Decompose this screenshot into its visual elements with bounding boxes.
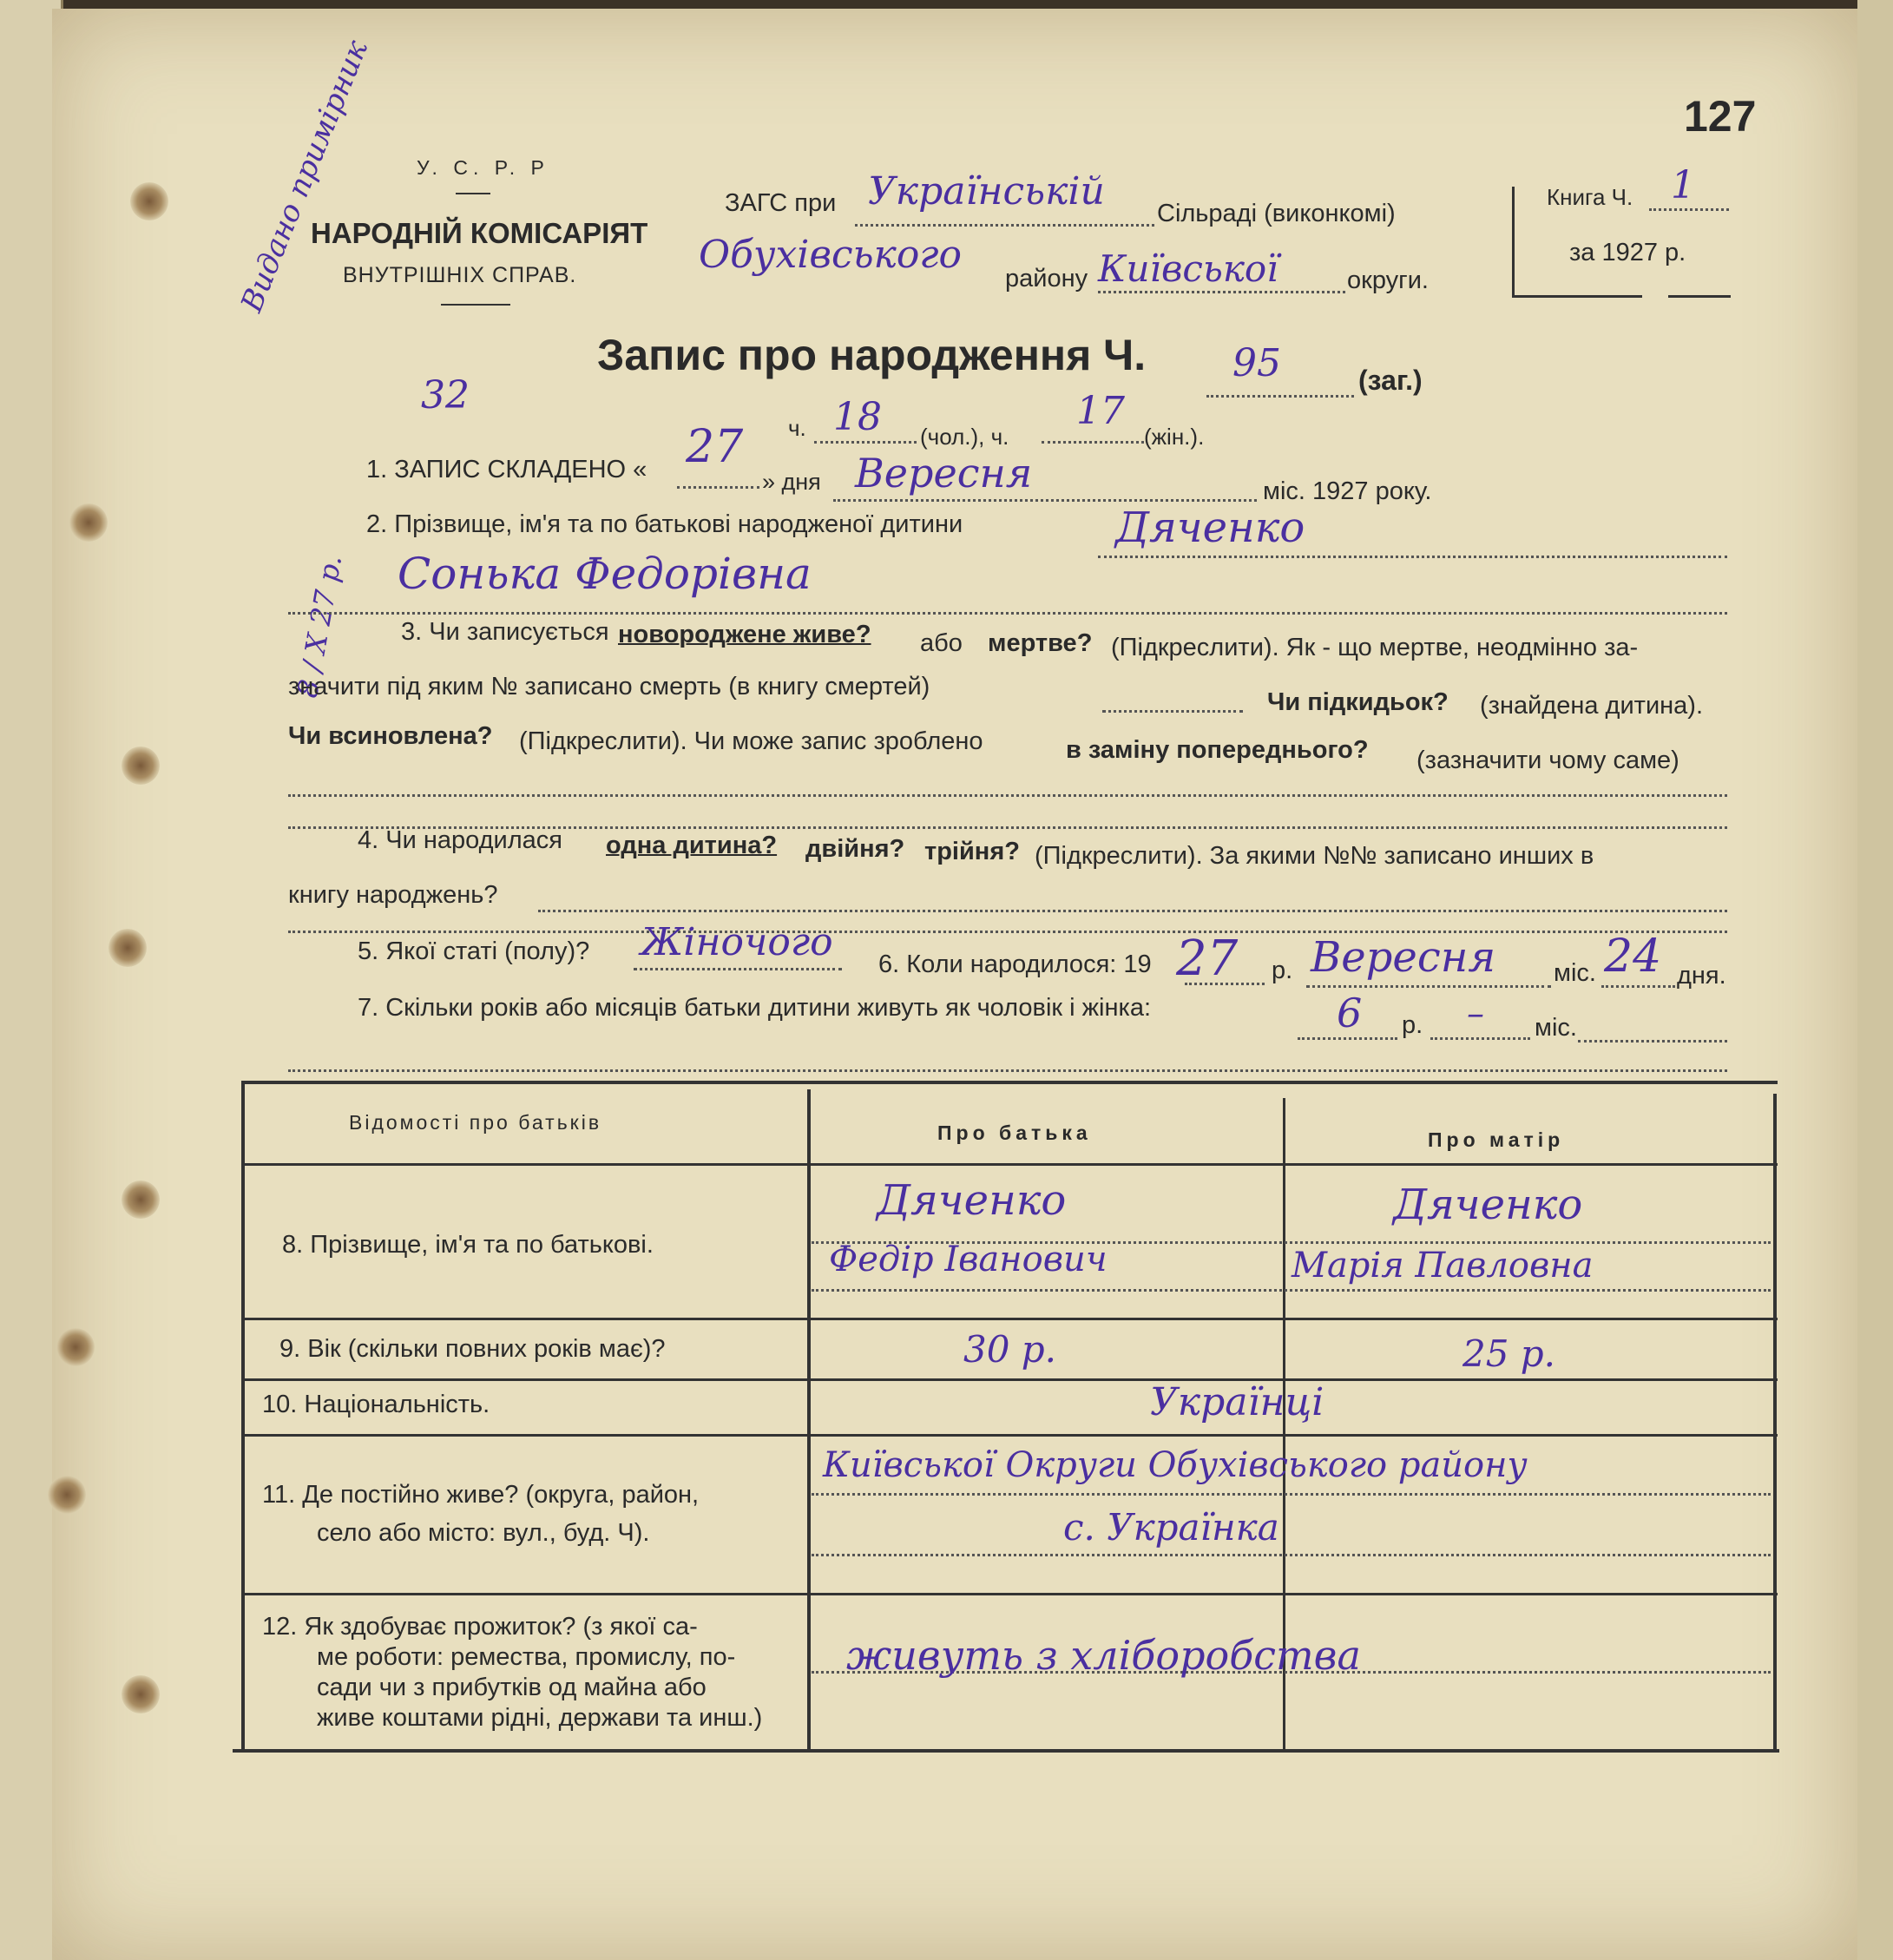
option-triplets: трійня? [924,838,1020,865]
title-ch: ч. [788,415,806,441]
district-handwritten: Обухівського [699,233,963,277]
residence-handwritten-line1: Київської Округи Обухівського району [823,1445,1528,1485]
table-row-border [241,1163,1778,1166]
fill-line [812,1493,1771,1496]
row8-label: 8. Прізвище, ім'я та по батькові. [282,1231,654,1259]
fill-line [1298,1037,1397,1040]
republic-label: У. С. Р. Р [417,156,549,179]
fill-line [288,794,1727,797]
fill-line [288,1069,1727,1072]
margin-date: 8 / X 27 р. [291,552,349,700]
binding-hole [122,1181,160,1219]
binding-hole [130,182,168,220]
option-dead: мертве? [988,629,1093,657]
binding-hole [56,1328,95,1366]
item7-r: р. [1402,1011,1423,1039]
item3-line1-b: або [920,629,963,657]
district-label: району [1005,265,1088,293]
fill-line [1430,1037,1530,1040]
father-age-handwritten: 30 р. [963,1328,1057,1371]
okrug-handwritten: Київської [1098,247,1278,290]
row9-label: 9. Вік (скільки повних років має)? [279,1335,666,1363]
nationality-handwritten: Українці [1150,1380,1324,1424]
father-name-handwritten: Федір Іванович [829,1240,1108,1279]
item6-text: 6. Коли народилося: 19 [878,950,1152,978]
birth-year-handwritten: 27 [1176,931,1239,987]
item7-mis: міс. [1535,1014,1577,1042]
option-adopted: Чи всиновлена? [288,722,493,750]
child-sex-handwritten: Жіночого [641,920,833,964]
fill-line [1649,208,1729,211]
option-twins: двійня? [805,835,905,863]
item3-line1-c: (Підкреслити). Як - що мертве, неодмінно за- [1111,634,1639,661]
male-label: (чол.), ч. [920,424,1009,450]
item3-line2-b: (знайдена дитина). [1480,692,1704,720]
mother-surname-handwritten: Дяченко [1393,1181,1583,1229]
item4-line1-b: (Підкреслити). За якими №№ записано инших в [1035,842,1594,870]
months-together-handwritten: – [1467,994,1484,1034]
binding-hole [122,747,160,785]
option-one-child-underlined: одна дитина? [606,832,778,859]
record-number-handwritten: 95 [1232,341,1281,385]
item4-line1-a: 4. Чи народилася [358,826,562,854]
fill-line [288,931,1727,933]
fill-line [812,1289,1771,1292]
binding-hole [48,1476,86,1514]
zags-prefix: ЗАГС при [725,189,837,217]
fill-line [1306,985,1551,988]
record-title: Запис про народження Ч. [597,331,1147,379]
birth-month-handwritten: Вересня [1311,933,1496,982]
residence-handwritten-line2: с. Українка [1063,1506,1279,1549]
item1-text-b: » дня [762,469,821,495]
child-name-handwritten: Сонька Федорівна [398,549,812,599]
row10-label: 10. Національність. [262,1391,490,1418]
fill-line [1601,985,1675,988]
years-together-handwritten: 6 [1337,990,1363,1036]
record-day-handwritten: 27 [686,421,744,473]
record-month-handwritten: Вересня [855,450,1033,497]
livelihood-handwritten: живуть з хліборобства [846,1632,1361,1679]
father-surname-handwritten: Дяченко [877,1176,1067,1225]
row12-label-line3: сади чи з прибутків од майна або [317,1674,707,1701]
margin-note: Видано примірник [234,35,375,317]
book-number-handwritten: 1 [1671,163,1695,207]
row12-label-line2: ме роботи: ремества, промислу, по- [317,1643,736,1671]
book-label: Книга Ч. [1547,184,1633,210]
table-header-mother: Про матір [1428,1128,1565,1151]
table-header-father: Про батька [937,1121,1092,1144]
row11-label-line2: село або місто: вул., буд. Ч). [317,1519,650,1547]
table-row-border [241,1378,1778,1381]
fill-line [288,612,1727,615]
item3-line3-a: (Підкреслити). Чи може запис зроблено [519,727,983,755]
fill-line [814,441,917,444]
fill-line [833,499,1257,502]
binding-hole [122,1675,160,1713]
divider [441,304,510,306]
table-column-border [807,1089,811,1751]
table-border [233,1749,1779,1753]
table-row-border [241,1434,1778,1437]
mother-name-handwritten: Марія Павловна [1292,1246,1594,1286]
book-year: за 1927 р. [1569,239,1686,266]
option-alive-underlined: новороджене живе? [618,621,871,648]
table-row-border [241,1318,1778,1320]
item6-r: р. [1272,957,1293,984]
table-border [1773,1094,1777,1751]
child-surname-handwritten: Дяченко [1115,503,1305,552]
fill-line [1206,395,1354,398]
council-label: Сільраді (виконкомі) [1157,200,1396,227]
item1-text-a: 1. ЗАПИС СКЛАДЕНО « [366,456,647,483]
table-border [241,1081,245,1751]
page-number: 127 [1684,92,1757,141]
record-suffix: (заг.) [1358,365,1423,396]
option-replace: в заміну попереднього? [1066,736,1369,764]
item6-dnya: дня. [1677,962,1726,990]
margin-note-number: 32 [421,373,470,418]
department-label: ВНУТРІШНІХ СПРАВ. [343,263,577,287]
fill-line [1098,556,1727,558]
item3-line2-a: значити під яким № записано смерть (в книгу смертей) [288,673,930,700]
binding-hole [108,929,147,967]
item7-text: 7. Скільки років або місяців батьки дитини живуть як чоловік і жінка: [358,994,1152,1022]
village-handwritten: Українській [868,169,1105,214]
female-count-handwritten: 17 [1076,389,1125,433]
ministry-title: НАРОДНІЙ КОМІСАРІЯТ [311,217,648,249]
birth-day-handwritten: 24 [1604,931,1662,983]
row12-label-line1: 12. Як здобуває прожиток? (з якої са- [262,1613,698,1641]
book-box-border [1668,295,1731,298]
item1-text-c: міс. 1927 року. [1263,477,1432,505]
table-header-info: Відомості про батьків [349,1111,602,1134]
row11-label-line1: 11. Де постійно живе? (округа, район, [262,1481,700,1509]
item4-line2: книгу народжень? [288,881,498,909]
fill-line [1102,710,1243,713]
page-edge-right [1857,0,1893,1960]
item3-line3-b: (зазначити чому саме) [1416,747,1679,774]
table-border [241,1081,1778,1084]
mother-age-handwritten: 25 р. [1462,1332,1556,1375]
item2-text: 2. Прізвище, ім'я та по батькові народженої дитини [366,510,963,538]
fill-line [538,910,1727,912]
row12-label-line4: живе коштами рідні, держави та инш.) [317,1704,763,1732]
fill-line [1042,441,1144,444]
fill-line [1098,291,1345,293]
book-box-border [1512,295,1642,298]
fill-line [855,224,1154,227]
okrug-label: округи. [1347,266,1429,294]
fill-line [812,1554,1771,1556]
item3-line1-a: 3. Чи записується [401,618,609,646]
table-row-border [241,1593,1778,1595]
fill-line [634,968,842,970]
book-box-border [1512,187,1515,298]
divider [456,193,490,194]
fill-line [677,486,759,489]
option-foundling: Чи підкидьок? [1267,688,1449,716]
female-label: (жін.). [1144,424,1205,450]
item6-mis: міс. [1554,959,1596,987]
binding-hole [69,503,108,542]
item5-text: 5. Якої статі (полу)? [358,937,590,965]
fill-line [1578,1040,1727,1042]
male-count-handwritten: 18 [833,395,882,439]
